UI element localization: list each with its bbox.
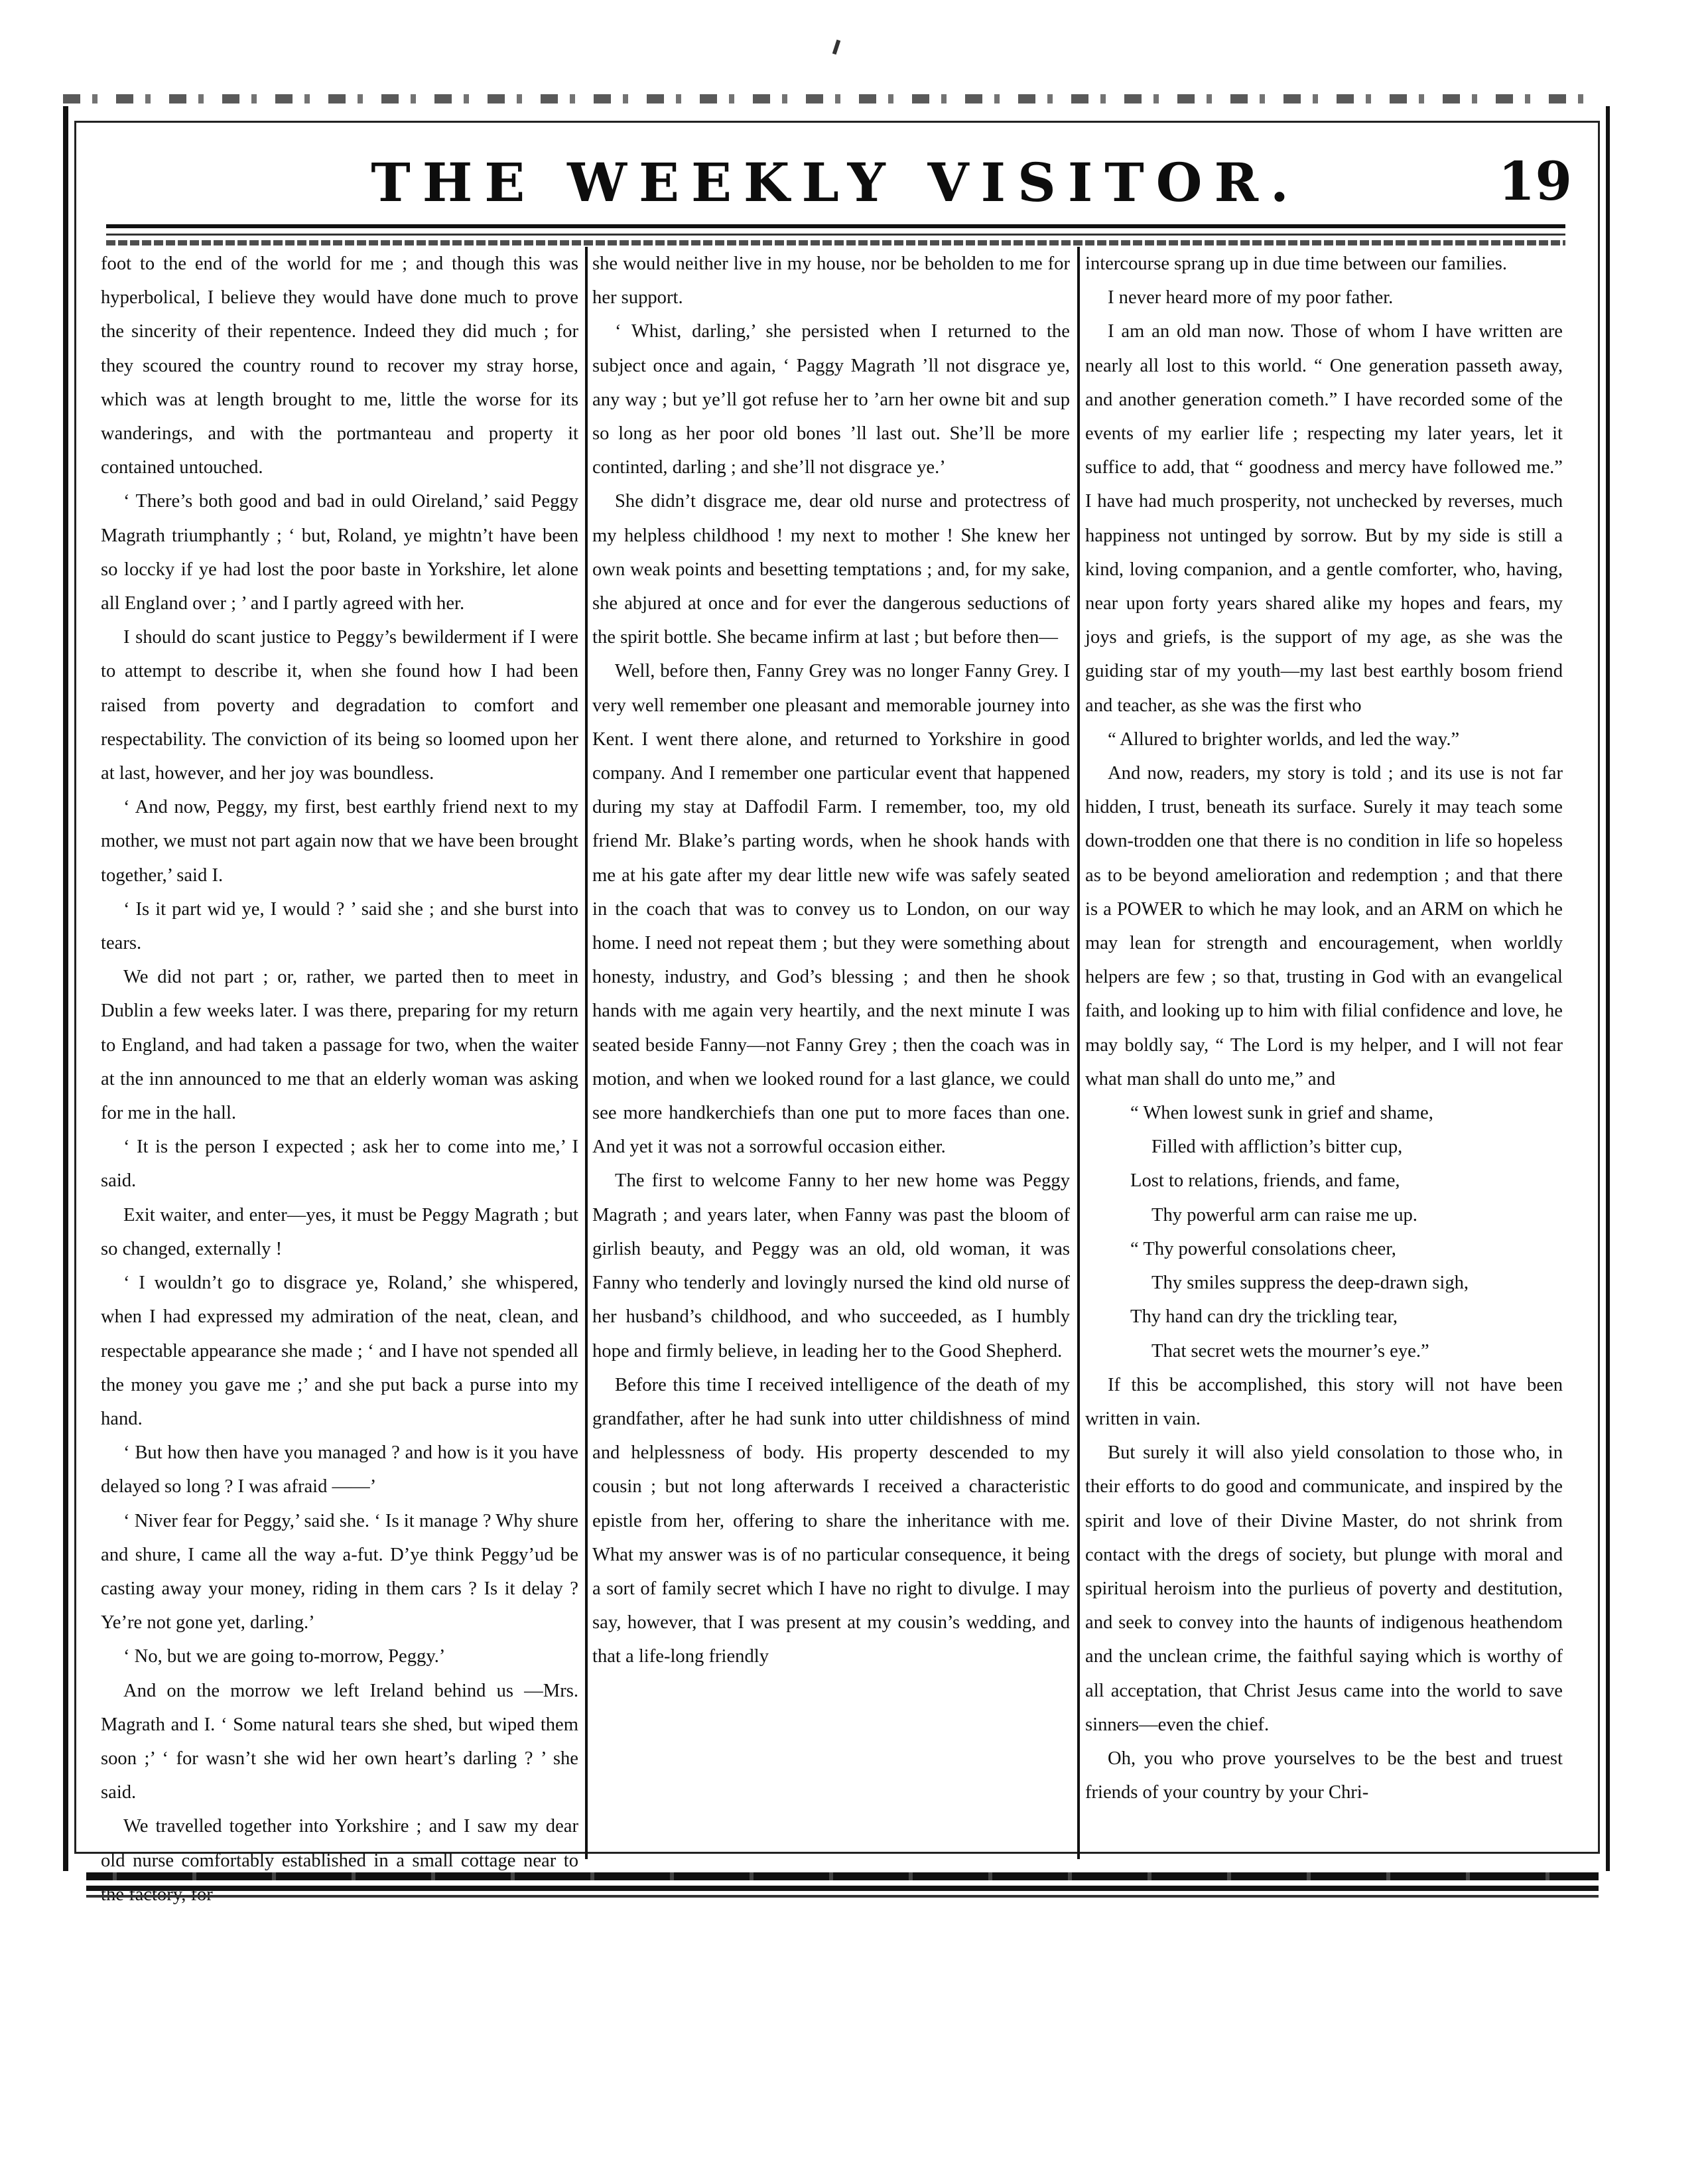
poem-line: Thy smiles suppress the deep-drawn sigh, xyxy=(1151,1273,1469,1294)
paragraph: ‘ No, but we are going to-morrow, Peggy.’ xyxy=(123,1646,446,1667)
footer-rule-thick xyxy=(86,1886,1599,1891)
paragraph: foot to the end of the world for me ; and though this was hyperbolical, I believe they would have done much to prove the sincerity of their repentence. Indeed they did much ; for they scoured the country round to recover my stray horse, which was at length brought to me, little the worse for its wanderings, and with the portmanteau and property it contained untouched. xyxy=(101,253,578,478)
paragraph: ‘ I wouldn’t go to disgrace ye, Roland,’ she whispered, when I had expressed my admiration of the neat, clean, and respectable appearance she made ; ‘ and I have not spended all the money you gave me ;’ and she put back a purse into my hand. xyxy=(101,1273,578,1429)
paragraph: ‘ There’s both good and bad in ould Oireland,’ said Peggy Magrath triumphantly ; ‘ but, Roland, ye mightn’t have been so loccky if ye had lost the poor baste in Yorkshire, let alone all England over ; ’ and I partly agreed with her. xyxy=(101,491,578,614)
top-border-dashes xyxy=(63,94,1602,104)
paragraph: And now, readers, my story is told ; and its use is not far hidden, I trust, beneath its surface. Surely it may teach some down-trodden one that there is no condition in life so hopeless as to be beyond amelioration and redemption ; and that there is a POWER to which he may look, and an ARM on which he may lean for strength and encouragement, when worldly helpers are few ; so that, trusting in God with an evangelical faith, and looking up to him with filial confidence and love, he may boldly say, “ The Lord is my helper, and I will not fear what man shall do unto me,” and xyxy=(1085,763,1563,1089)
paragraph: And on the morrow we left Ireland behind us —Mrs. Magrath and I. ‘ Some natural tears she shed, but wiped them soon ;’ ‘ for wasn’t she wid her own heart’s darling ? ’ she said. xyxy=(101,1680,578,1803)
paragraph: She didn’t disgrace me, dear old nurse and protectress of my helpless childhood ! my next to mother ! She knew her own weak points and besetting temptations ; and, for my sake, she abjured at once and for ever the dangerous seductions of the spirit bottle. She became infirm at last ; but before then— xyxy=(592,491,1070,648)
paragraph: ‘ And now, Peggy, my first, best earthly friend next to my mother, we must not part again now that we have been brought together,’ said I. xyxy=(101,797,578,886)
paragraph: The first to welcome Fanny to her new home was Peggy Magrath ; and years later, when Fanny was past the bloom of girlish beauty, and Peggy was an old, old woman, it was Fanny who tenderly and lovingly nursed the kind old nurse of her husband’s childhood, and who succeeded, as I humbly hope and firmly believe, in leading her to the Good Shepherd. xyxy=(592,1170,1070,1361)
column-divider xyxy=(1077,247,1080,1859)
paragraph: “ Allured to brighter worlds, and led the way.” xyxy=(1108,729,1460,750)
paragraph: But surely it will also yield consolation to those who, in their efforts to do good and communicate, and inspired by the spirit and love of their Divine Master, do not shrink from contact with the dregs of society, but plunge with moral and spiritual heroism into the purlieus of poverty and destitution, and seek to convey into the haunts of indigenous heathendom and the unclean crime, the faithful saying which is worthy of all acceptation, that Christ Jesus came into the world to save sinners—even the chief. xyxy=(1085,1442,1563,1735)
paragraph: If this be accomplished, this story will not have been written in vain. xyxy=(1085,1374,1563,1429)
paragraph: Oh, you who prove yourselves to be the best and truest friends of your country by your Chri- xyxy=(1085,1748,1563,1803)
masthead-title: THE WEEKLY VISITOR. xyxy=(371,151,1301,214)
paragraph: ‘ Whist, darling,’ she persisted when I returned to the subject once and again, ‘ Paggy Magrath ’ll not disgrace ye, any way ; but ye’ll got refuse her to ’arn her owne bit and sup so long as her poor old bones ’ll last out. She’ll be more continted, darling ; and she’ll not disgrace ye.’ xyxy=(592,321,1070,478)
poem-line: “ Thy powerful consolations cheer, xyxy=(1130,1238,1396,1259)
paragraph: ‘ Is it part wid ye, I would ? ’ said she ; and she burst into tears. xyxy=(101,898,578,954)
masthead xyxy=(86,147,1592,220)
paragraph: ‘ It is the person I expected ; ask her to come into me,’ I said. xyxy=(101,1137,578,1192)
poem-line: Thy powerful arm can raise me up. xyxy=(1151,1204,1417,1225)
poem-line: Thy hand can dry the trickling tear, xyxy=(1130,1306,1398,1328)
poem-line: Filled with affliction’s bitter cup, xyxy=(1151,1137,1403,1158)
footer-rule-ornamental xyxy=(86,1872,1599,1880)
paragraph: I am an old man now. Those of whom I have written are nearly all lost to this world. “ One generation passeth away, and another generation cometh.” I have recorded some of the events of my earlier life ; respecting my later years, let it suffice to add, that “ goodness and mercy have followed me.” I have had much prosperity, not unchecked by reverses, much happiness not untinged by sorrow. But by my side is still a kind, loving companion, and a gentle comforter, who, having, near upon forty years shared alike my hopes and fears, my joys and griefs, is the support of my age, as she was the guiding star of my youth—my last best earthly bosom friend and teacher, as she was the first who xyxy=(1085,321,1563,716)
paragraph: she would neither live in my house, nor be beholden to me for her support. xyxy=(592,253,1070,309)
column-divider xyxy=(585,247,588,1859)
stray-ink-mark xyxy=(832,40,841,55)
header-rule-thin xyxy=(106,234,1565,236)
text-column-1 xyxy=(101,247,578,1871)
footer-rule-thin xyxy=(86,1895,1599,1898)
header-rule-dashed xyxy=(106,240,1565,245)
paragraph: We did not part ; or, rather, we parted then to meet in Dublin a few weeks later. I was there, preparing for my return to England, and had taken a passage for two, when the waiter at the inn announced to me that an elderly woman was asking for me in the hall. xyxy=(101,967,578,1124)
poem-line: Lost to relations, friends, and fame, xyxy=(1130,1170,1400,1192)
paragraph: We travelled together into Yorkshire ; and I saw my dear old nurse comfortably established in a small cottage near to xyxy=(101,1816,578,1871)
paragraph: ‘ But how then have you managed ? and how is it you have delayed so long ? I was afraid ——’ xyxy=(101,1442,578,1497)
paragraph: ‘ Niver fear for Peggy,’ said she. ‘ Is it manage ? Why shure and shure, I came all the way a-fut. D’ye think Peggy’ud be casting away your money, riding in them cars ? Is it delay ? Ye’re not gone yet, darling.’ xyxy=(101,1510,578,1634)
paragraph: Before this time I received intelligence of the death of my grandfather, after he had sunk into utter childishness of mind and helplessness of body. His property descended to my cousin ; but not long afterwards I received a characteristic epistle from her, offering to share the inheritance with me. What my answer was is of no particular consequence, it being a sort of family secret which I have no right to divulge. I may say, however, that I was present at my cousin’s wedding, and that a life-long friendly xyxy=(592,1374,1070,1667)
paragraph: intercourse sprang up in due time between our families. xyxy=(1085,253,1508,274)
paragraph: Exit waiter, and enter—yes, it must be Peggy Magrath ; but so changed, externally ! xyxy=(101,1204,578,1259)
text-column-3 xyxy=(1085,247,1563,1859)
page-number: 19 xyxy=(1498,150,1572,212)
paragraph: I never heard more of my poor father. xyxy=(1108,287,1394,309)
text-column-2 xyxy=(592,247,1070,1859)
paragraph: Well, before then, Fanny Grey was no longer Fanny Grey. I very well remember one pleasant and memorable journey into Kent. I went there alone, and returned to Yorkshire in good company. And I remember one particular event that happened during my stay at Daffodil Farm. I remember, too, my old friend Mr. Blake’s parting words, when he shook hands with me at his gate after my dear little new wife was safely seated in the coach that was to convey us to London, on our way home. I need not repeat them ; but they were something about honesty, industry, and God’s blessing ; and then he shook hands with me again very heartily, and the next minute I was seated beside Fanny—not Fanny Grey ; then the coach was in motion, and when we looked round for a last glance, we could see more handkerchiefs than one put to more faces than one. And yet it was not a sorrowful occasion either. xyxy=(592,661,1070,1158)
header-rule-thick xyxy=(106,224,1565,228)
paragraph: I should do scant justice to Peggy’s bewilderment if I were to attempt to describe it, when she found how I had been raised from poverty and degradation to comfort and respectability. The conviction of its being so loomed upon her at last, however, and her joy was boundless. xyxy=(101,627,578,784)
poem-line: That secret wets the mourner’s eye.” xyxy=(1151,1340,1429,1361)
poem-line: “ When lowest sunk in grief and shame, xyxy=(1130,1103,1433,1124)
